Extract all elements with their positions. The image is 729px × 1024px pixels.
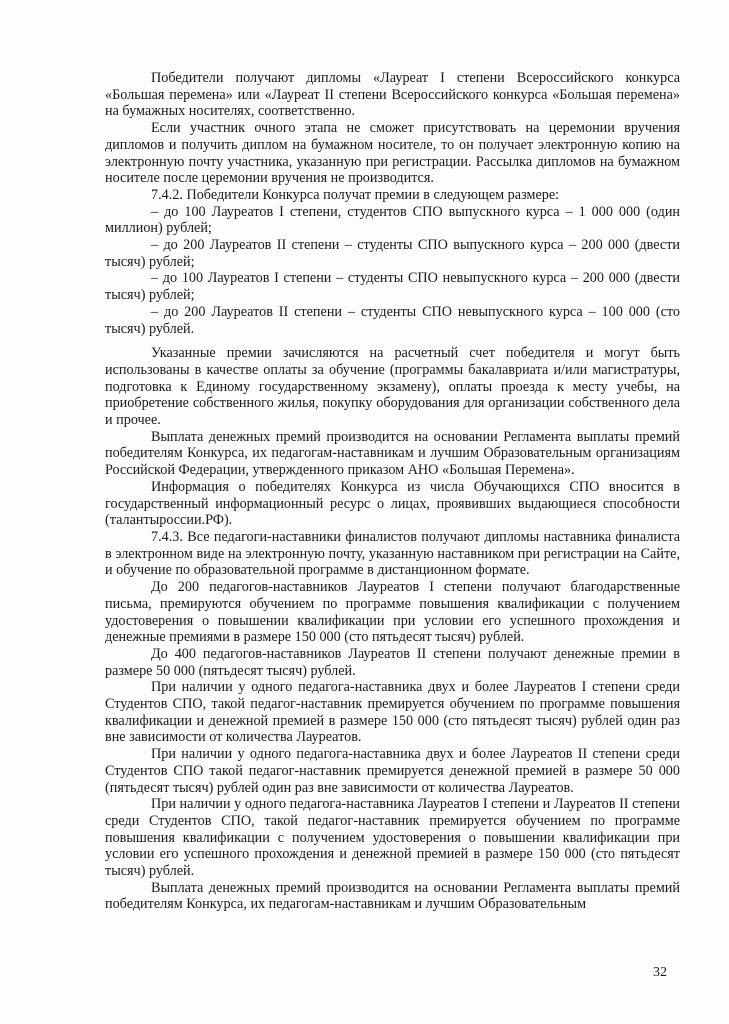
prize-list-item: – до 100 Лауреатов I степени, студентов СПО выпускного курса – 1 000 000 (один миллион) рублей; — [105, 203, 680, 237]
clause-7-4-3: 7.4.3. Все педагоги-наставники финалистов получают дипломы наставника финалиста в электронном виде на электронную почту, указанную наставником при регистрации на Сайте, и обучение по образовательной программе в дистанционном формате. — [105, 528, 680, 579]
paragraph-prize-usage: Указанные премии зачисляются на расчетный счет победителя и могут быть использованы в качестве оплаты за обучение (программы бакалавриата и/или магистратуры, подготовка к Единому государственному экзамену), оплаты проезда к месту учебы, на приобретение собственного жилья, покупку оборудования для организации собственного дела и прочее. — [105, 345, 680, 429]
paragraph-electronic-copy: Если участник очного этапа не сможет присутствовать на церемонии вручения дипломов и получить диплом на бумажном носителе, то он получает электронную копию на электронную почту участника, указанную при регистрации. Рассылка дипломов на бумажном носителе после церемонии вручения не производится. — [105, 120, 680, 187]
paragraph-multiple-second-degree: При наличии у одного педагога-наставника двух и более Лауреатов II степени среди Студентов СПО такой педагог-наставник премируется денежной премией в размере 50 000 (пятьдесят тысяч) рублей один раз вне зависимости от количества Лауреатов. — [105, 746, 680, 796]
paragraph-payment-regulation: Выплата денежных премий производится на основании Регламента выплаты премий победителям Конкурса, их педагогам-наставникам и лучшим Образовательным организациям Российской Федерации, утвержденного приказом АНО «Большая Перемена». — [105, 428, 680, 479]
clause-7-4-2: 7.4.2. Победители Конкурса получат премии в следующем размере: — [151, 186, 560, 203]
prize-list-item: – до 100 Лауреатов I степени – студенты СПО невыпускного курса – 200 000 (двести тысяч) рублей; — [105, 270, 680, 304]
paragraph-mentors-second-degree: До 400 педагогов-наставников Лауреатов II степени получают денежные премии в размере 50 000 (пятьдесят тысяч) рублей. — [105, 645, 680, 679]
page-body — [105, 70, 680, 913]
prize-list-item: – до 200 Лауреатов II степени – студенты СПО выпускного курса – 200 000 (двести тысяч) рублей; — [105, 237, 680, 270]
paragraph-payment-regulation-continued: Выплата денежных премий производится на основании Регламента выплаты премий победителям Конкурса, их педагогам-наставникам и лучшим Образовательным — [105, 879, 680, 913]
paragraph-diplomas: Победители получают дипломы «Лауреат I степени Всероссийского конкурса «Большая перемена» или «Лауреат II степени Всероссийского конкурса «Большая перемена» на бумажных носителях, соответственно. — [105, 70, 680, 120]
page-number: 32 — [653, 965, 667, 980]
paragraph-state-resource: Информация о победителях Конкурса из числа Обучающихся СПО вносится в государственный информационный ресурс о лицах, проявивших выдающиеся способности (талантыроссии.РФ). — [105, 478, 680, 529]
prize-list-item: – до 200 Лауреатов II степени – студенты СПО невыпускного курса – 100 000 (сто тысяч) рублей. — [105, 303, 680, 337]
paragraph-multiple-first-degree: При наличии у одного педагога-наставника двух и более Лауреатов I степени среди Студентов СПО, такой педагог-наставник премируется обучением по программе повышения квалификации и денежной премией в размере 150 000 (сто пятьдесят тысяч) рублей один раз вне зависимости от количества Лауреатов. — [105, 679, 680, 746]
paragraph-mentors-first-degree: До 200 педагогов-наставников Лауреатов I степени получают благодарственные письма, премируются обучением по программе повышения квалификации с получением удостоверения о повышении квалификации при условии его успешного прохождения и денежные премиями в размере 150 000 (сто пятьдесят тысяч) рублей. — [105, 579, 680, 646]
paragraph-mixed-degrees: При наличии у одного педагога-наставника Лауреатов I степени и Лауреатов II степени среди Студентов СПО, такой педагог-наставник премируется обучением по программе повышения квалификации с получением удостоверения о повышении квалификации при условии его успешного прохождения и денежной премией в размере 150 000 (сто пятьдесят тысяч) рублей. — [105, 796, 680, 880]
